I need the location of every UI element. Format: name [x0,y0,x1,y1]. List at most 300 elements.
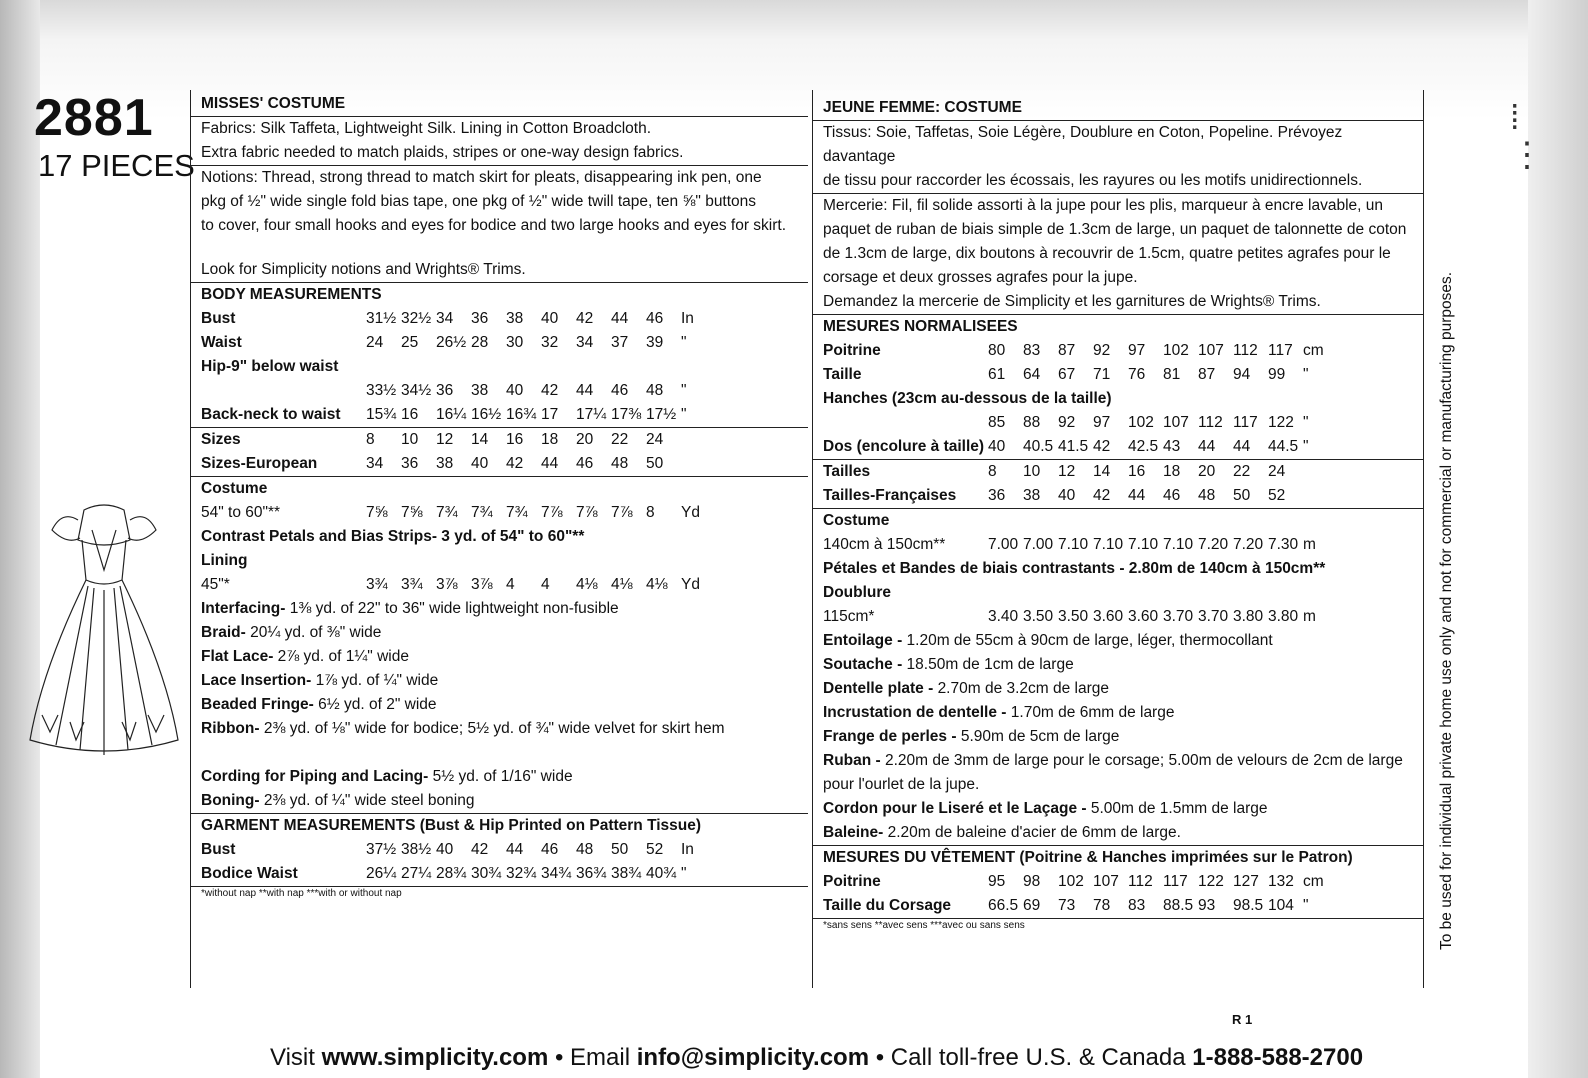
table-cell: 87 [1058,342,1076,359]
table-cell: 102 [1163,342,1189,359]
notion-item [823,677,1417,701]
row-label: 45"* [201,576,230,593]
table-row [201,452,802,476]
notion-items [201,597,802,813]
notions-line: Look for Simplicity notions and Wrights® Trims. [201,261,526,278]
notion-item-label: Frange de perles - [823,728,957,745]
row-label: Bodice Waist [201,865,298,882]
table-cell: 36 [471,310,489,327]
table-cell: 107 [1198,342,1224,359]
body-table [191,307,808,427]
row-label [823,411,988,435]
table-cell: 16 [401,406,419,423]
table-cell: 98 [1023,873,1041,890]
table-cell: 7.30 [1268,536,1299,553]
row-label: 115cm* [823,608,875,625]
table-cell: 95 [988,873,1006,890]
table-cell: 20 [1198,463,1216,480]
table-cell: 102 [1058,873,1084,890]
table-cell: 61 [988,366,1006,383]
table-cell: 27¼ [401,865,432,882]
table-cell: 42 [576,310,594,327]
row-label: Poitrine [823,342,881,359]
table-cell: 48 [1198,487,1216,504]
row-label: Bust [201,841,236,858]
table-cell: 17½ [646,406,677,423]
unit-label [681,428,705,452]
table-cell: 34 [436,310,454,327]
metrage-table [813,509,1423,845]
table-cell: 44 [576,382,594,399]
table-cell: 24 [1268,463,1286,480]
table-cell: 36 [401,455,419,472]
row-label: Dos (encolure à taille) [823,438,985,455]
notion-item-label: Flat Lace- [201,648,274,665]
notion-item-value: 1.20m de 55cm à 90cm de large, léger, thermocollant [906,632,1273,649]
footnote: *sans sens **avec sens ***avec ou sans sens [823,920,1025,931]
table-cell: 14 [471,431,489,448]
table-cell: 99 [1268,366,1286,383]
notion-item-value: 2.20m de 3mm de large pour le corsage; 5.00m de velours de 2cm de large [885,752,1403,769]
table-cell: 107 [1093,873,1119,890]
table-cell: 3⅞ [436,576,458,593]
hip-label: Hip-9" below waist [201,358,339,375]
table-cell: 3.60 [1128,608,1159,625]
table-cell: 44 [611,310,629,327]
table-cell: 112 [1128,873,1153,890]
table-cell: 42 [1093,438,1111,455]
table-row [823,894,1417,918]
table-cell: 92 [1058,414,1076,431]
table-cell: 112 [1198,414,1223,431]
table-cell: 50 [611,841,629,858]
table-cell: 7.10 [1163,536,1194,553]
table-cell: 40 [1058,487,1076,504]
table-cell: 3.70 [1198,608,1229,625]
table-cell: 127 [1233,873,1259,890]
table-cell: 42.5 [1128,438,1159,455]
table-cell: 50 [646,455,664,472]
french-fabrics [813,121,1423,193]
table-cell: 97 [1093,414,1111,431]
notions-line: de 1.3cm de large, dix boutons à recouvrir de 1.5cm, quatre petites agrafes pour le [823,245,1391,262]
notion-item [201,765,802,789]
table-cell: 43 [1163,438,1181,455]
table-row [823,870,1417,894]
table-cell: 92 [1093,342,1111,359]
table-row [823,533,1417,557]
table-cell: 10 [401,431,419,448]
table-cell: 7⅝ [366,504,388,521]
notion-item [201,693,802,717]
table-cell: 25 [401,334,419,351]
table-cell: 4⅛ [611,576,633,593]
table-cell: 3¾ [401,576,423,593]
notion-item [201,621,802,645]
table-cell: 67 [1058,366,1076,383]
table-cell: 64 [1023,366,1041,383]
table-cell: 40 [988,438,1006,455]
table-cell: 31½ [366,310,397,327]
table-cell: 102 [1128,414,1154,431]
vetement-table [813,870,1423,918]
notion-item-value: 2⅜ yd. of ⅛" wide for bodice; 5½ yd. of ¾" wide velvet for skirt hem [263,720,725,737]
footer-email-link[interactable]: info@simplicity.com [636,1044,870,1071]
table-cell: 32 [541,334,559,351]
mesures-title: MESURES NORMALISEES [823,318,1018,335]
table-cell: 28 [471,334,489,351]
table-cell: 52 [646,841,664,858]
table-row [201,403,802,427]
table-cell: 52 [1268,487,1286,504]
notion-items [823,629,1417,845]
notion-item-label: Dentelle plate - [823,680,934,697]
table-cell: 46 [646,310,664,327]
table-cell: 46 [611,382,629,399]
table-cell: 7¾ [436,504,458,521]
table-cell: 122 [1198,873,1224,890]
table-cell: 17⅜ [611,406,642,423]
notion-item-label: Braid- [201,624,246,641]
row-label: 54" to 60"** [201,504,281,521]
table-row [823,484,1417,508]
table-cell: 88.5 [1163,897,1194,914]
english-column [190,90,808,988]
notion-item [823,773,1417,797]
table-cell: 44 [506,841,524,858]
table-cell: 44 [1128,487,1146,504]
table-cell: 44 [1198,438,1216,455]
table-cell: 14 [1093,463,1111,480]
notion-item [201,669,802,693]
notions-line: Notions: Thread, strong thread to match skirt for pleats, disappearing ink pen, one [201,169,762,186]
table-cell: 34 [576,334,594,351]
notion-item-value: 18.50m de 1cm de large [906,656,1074,673]
notion-item-label: Cording for Piping and Lacing- [201,768,429,785]
table-cell: 18 [1163,463,1181,480]
notion-item-value: 2⅜ yd. of ¼" wide steel boning [263,792,475,809]
table-cell: 50 [1233,487,1251,504]
unit-label: " [681,406,687,423]
unit-label: " [681,382,687,399]
sizes-table [191,428,808,476]
table-cell: 22 [1233,463,1251,480]
table-cell: 42 [506,455,524,472]
unit-label: " [1303,414,1309,431]
table-cell: 22 [611,431,629,448]
table-row [201,573,802,597]
row-label [201,379,366,403]
unit-label [1303,484,1327,508]
table-row [201,379,802,403]
notion-item-label: Ruban - [823,752,881,769]
table-cell: 7.10 [1058,536,1089,553]
table-cell: 93 [1198,897,1216,914]
notion-item-label: Incrustation de dentelle - [823,704,1007,721]
table-cell: 7.20 [1233,536,1264,553]
table-cell: 107 [1163,414,1189,431]
table-cell: 34½ [401,382,432,399]
row-label: Poitrine [823,873,881,890]
unit-label: " [1303,897,1309,914]
notion-item-value: 20¼ yd. of ⅜" wide [250,624,382,641]
notion-item-label: Beaded Fringe- [201,696,314,713]
table-cell: 117 [1268,342,1293,359]
footer-site-link[interactable]: www.simplicity.com [321,1044,549,1071]
notion-item [201,741,802,765]
notion-item-label: Soutache - [823,656,903,673]
table-cell: 34¾ [541,865,572,882]
table-cell: 7⅞ [611,504,633,521]
decorative-marks: ⁞ ⋮ [1510,99,1544,175]
lining-label: Lining [201,552,248,569]
notion-item-label: Cordon pour le Liseré et le Laçage - [823,800,1087,817]
table-row [823,435,1417,459]
table-cell: 7¾ [471,504,493,521]
table-cell: 3.60 [1093,608,1124,625]
table-cell: 39 [646,334,664,351]
notion-item [823,701,1417,725]
notion-item-label: Boning- [201,792,260,809]
table-cell: 18 [541,431,559,448]
table-cell: 73 [1058,897,1076,914]
table-cell: 38 [436,455,454,472]
notion-item [823,797,1417,821]
table-cell: 42 [1093,487,1111,504]
table-row [823,460,1417,484]
table-cell: 44 [541,455,559,472]
table-row [823,339,1417,363]
notion-item-value: 5½ yd. of 1/16" wide [432,768,573,785]
english-fabrics [191,117,808,165]
table-cell: 33½ [366,382,397,399]
unit-label: " [681,334,687,351]
garment-table [191,838,808,886]
table-cell: 8 [988,463,997,480]
footer-phone: 1-888-588-2700 [1192,1044,1364,1071]
table-cell: 48 [576,841,594,858]
table-cell: 12 [1058,463,1076,480]
table-cell: 3.50 [1023,608,1054,625]
table-cell: 24 [646,431,664,448]
unit-label [681,452,705,476]
table-cell: 37 [611,334,629,351]
table-cell: 76 [1128,366,1146,383]
table-cell: 3.70 [1163,608,1194,625]
table-cell: 40 [471,455,489,472]
table-row [823,411,1417,435]
notion-item [823,749,1417,773]
row-label: Sizes-European [201,455,318,472]
usage-notice-text: To be used for individual private home use only and not for commercial or manufacturing purposes. [1438,271,1455,950]
table-cell: 30 [506,334,524,351]
table-cell: 10 [1023,463,1041,480]
table-cell: 3¾ [366,576,388,593]
table-cell: 3.50 [1058,608,1089,625]
row-label: Sizes [201,431,241,448]
unit-label: m [1303,536,1316,553]
notion-item-value: 2.20m de baleine d'acier de 6mm de large. [887,824,1181,841]
notion-item [823,629,1417,653]
unit-label: cm [1303,873,1324,890]
fabrics-line: Tissus: Soie, Taffetas, Soie Légère, Doublure en Coton, Popeline. Prévoyez davantage [823,124,1343,165]
print-code: R 1 [1232,1012,1253,1027]
french-column [812,90,1424,988]
french-title: JEUNE FEMME: COSTUME [823,99,1022,116]
row-label: Waist [201,334,242,351]
table-cell: 3.80 [1233,608,1264,625]
table-cell: 40 [506,382,524,399]
table-cell: 7¾ [506,504,528,521]
table-cell: 112 [1233,342,1258,359]
mesures-vetement-title: MESURES DU VÊTEMENT (Poitrine & Hanches imprimées sur le Patron) [823,849,1353,866]
costume-illustration [22,500,187,765]
unit-label: In [681,310,694,327]
table-cell: 7⅝ [401,504,423,521]
table-cell: 36¾ [576,865,607,882]
table-cell: 16 [1128,463,1146,480]
table-cell: 44 [1233,438,1251,455]
row-label: Taille [823,366,862,383]
table-cell: 46 [1163,487,1181,504]
unit-label: Yd [681,576,700,593]
table-cell: 48 [646,382,664,399]
unit-label: m [1303,608,1316,625]
table-cell: 38¾ [611,865,642,882]
table-cell: 26¼ [366,865,397,882]
mesures-table [813,339,1423,459]
footer [270,1044,1363,1072]
table-cell: 32¾ [506,865,537,882]
english-notions [191,166,808,282]
unit-label: " [1303,366,1309,383]
table-cell: 46 [541,841,559,858]
table-cell: 4 [541,576,550,593]
notion-item-label: Lace Insertion- [201,672,312,689]
hip-label: Hanches (23cm au-dessous de la taille) [823,390,1112,407]
table-cell: 97 [1128,342,1146,359]
unit-label: Yd [681,504,700,521]
table-row [201,838,802,862]
row-label: Tailles [823,463,871,480]
table-cell: 87 [1198,366,1216,383]
table-cell: 40.5 [1023,438,1054,455]
footer-email-label: • Email [548,1044,637,1071]
table-cell: 117 [1233,414,1258,431]
table-cell: 8 [646,504,655,521]
table-cell: 83 [1023,342,1041,359]
unit-label: cm [1303,342,1324,359]
table-cell: 38 [506,310,524,327]
table-cell: 78 [1093,897,1111,914]
notion-item [823,821,1417,845]
table-cell: 28¾ [436,865,467,882]
table-cell: 8 [366,431,375,448]
notion-item [201,717,802,741]
unit-label [1303,460,1327,484]
table-cell: 3⅞ [471,576,493,593]
table-cell: 17¼ [576,406,607,423]
table-cell: 16 [506,431,524,448]
table-cell: 66.5 [988,897,1019,914]
table-cell: 12 [436,431,454,448]
notions-line: corsage et deux grosses agrafes pour la jupe. [823,269,1138,286]
table-cell: 32½ [401,310,432,327]
notion-item-value: 2.70m de 3.2cm de large [937,680,1110,697]
table-cell: 34 [366,455,384,472]
tailles-table [813,460,1423,508]
table-cell: 16¼ [436,406,467,423]
table-cell: 38 [471,382,489,399]
row-label: Tailles-Françaises [823,487,957,504]
notion-item-value: 5.00m de 1.5mm de large [1090,800,1268,817]
table-cell: 24 [366,334,384,351]
table-row [201,501,802,525]
table-cell: 7.00 [988,536,1019,553]
row-label: Bust [201,310,236,327]
table-cell: 98.5 [1233,897,1264,914]
french-notions [813,194,1423,314]
english-title: MISSES' COSTUME [201,95,346,112]
pattern-number: 2881 [34,89,154,147]
fabrics-line: Fabrics: Silk Taffeta, Lightweight Silk. Lining in Cotton Broadcloth. [201,120,652,137]
table-row [201,862,802,886]
footer-call: • Call toll-free U.S. & Canada [869,1044,1193,1071]
table-cell: 7⅞ [541,504,563,521]
row-label: 140cm à 150cm** [823,536,946,553]
table-cell: 132 [1268,873,1294,890]
table-cell: 16¾ [506,406,537,423]
fabrics-line: de tissu pour raccorder les écossais, les rayures ou les motifs unidirectionnels. [823,172,1363,189]
table-cell: 85 [988,414,1006,431]
table-cell: 71 [1093,366,1111,383]
notion-item-value: 5.90m de 5cm de large [960,728,1120,745]
table-cell: 42 [541,382,559,399]
table-cell: 44.5 [1268,438,1299,455]
table-cell: 26½ [436,334,467,351]
notion-item [823,653,1417,677]
footnote: *without nap **with nap ***with or without nap [201,888,402,899]
unit-label: In [681,841,694,858]
lining-label: Doublure [823,584,892,601]
table-cell: 80 [988,342,1006,359]
table-row [201,428,802,452]
notion-item-value: 6½ yd. of 2" wide [318,696,437,713]
table-cell: 122 [1268,414,1294,431]
notions-line: paquet de ruban de biais simple de 1.3cm de large, un paquet de talonnette de coton [823,221,1407,238]
table-cell: 4 [506,576,515,593]
table-cell: 88 [1023,414,1041,431]
notion-item-label: Baleine- [823,824,884,841]
table-cell: 4⅛ [646,576,668,593]
table-cell: 30¾ [471,865,502,882]
table-cell: 42 [471,841,489,858]
table-cell: 38 [1023,487,1041,504]
notion-item-label: Interfacing- [201,600,286,617]
notion-item-value: 1.70m de 6mm de large [1010,704,1175,721]
table-cell: 117 [1163,873,1188,890]
body-measurements-title: BODY MEASUREMENTS [201,286,382,303]
notion-item [201,645,802,669]
table-cell: 7.10 [1128,536,1159,553]
notions-line: Demandez la mercerie de Simplicity et les garnitures de Wrights® Trims. [823,293,1321,310]
table-cell: 48 [611,455,629,472]
table-cell: 46 [576,455,594,472]
notion-item-label: Ribbon- [201,720,260,737]
row-label: Taille du Corsage [823,897,952,914]
contrast-line: Contrast Petals and Bias Strips- 3 yd. of 54" to 60"** [201,528,585,545]
table-cell: 4⅛ [576,576,598,593]
